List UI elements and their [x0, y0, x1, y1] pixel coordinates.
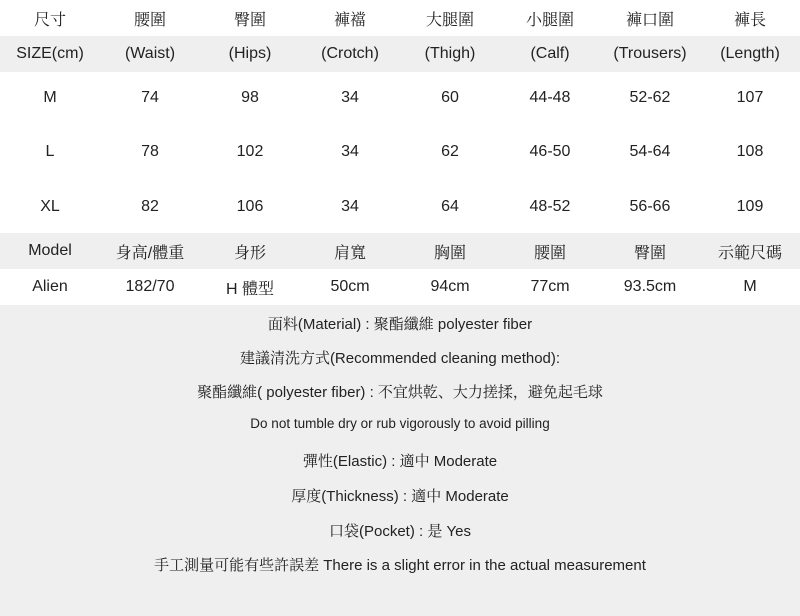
- size-header-cn-row: [0, 0, 800, 36]
- elastic-note: 彈性(Elastic) : 適中 Moderate: [302, 453, 498, 470]
- thigh-cell: 62: [441, 143, 459, 160]
- hips-cell: 98: [241, 89, 259, 106]
- waist-cell: 74: [141, 89, 159, 106]
- model-chest-cell: 94cm: [430, 278, 470, 295]
- length-cell: 109: [736, 197, 764, 215]
- model-header-height-weight: 身高/體重: [115, 244, 185, 262]
- material-note: 面料(Material) : 聚酯纖維 polyester fiber: [267, 316, 533, 333]
- header-cell-size-cn: 尺寸: [33, 11, 66, 29]
- thigh-cell: 64: [441, 197, 459, 215]
- hips-cell: 106: [236, 197, 264, 215]
- thickness-note: 厚度(Thickness) : 適中 Moderate: [291, 488, 509, 505]
- model-header-size: 示範尺碼: [717, 244, 782, 262]
- model-height-weight-cell: 182/70: [125, 278, 175, 295]
- header-cell-crotch-en: (Crotch): [321, 45, 379, 62]
- header-cell-thigh-cn: 大腿圍: [425, 11, 474, 29]
- header-cell-size-en: SIZE(cm): [16, 45, 84, 62]
- table-row: [0, 180, 800, 233]
- header-cell-crotch-cn: 褲襠: [333, 11, 366, 29]
- cleaning-note-cn: 聚酯纖維( polyester fiber) : 不宜烘乾、大力搓揉，避免起毛球: [197, 384, 603, 401]
- size-cell: L: [45, 143, 55, 160]
- table-row: [0, 72, 800, 124]
- waist-cell: 82: [141, 197, 159, 215]
- header-cell-hips-en: (Hips): [228, 45, 272, 62]
- header-cell-trousers-en: (Trousers): [613, 45, 687, 62]
- measurement-error-note: 手工測量可能有些許誤差 There is a slight error in the actual measurement: [154, 557, 646, 574]
- model-header-shoulder: 肩寬: [333, 244, 366, 262]
- model-name-cell: Alien: [32, 278, 68, 295]
- header-cell-waist-cn: 腰圍: [133, 11, 166, 29]
- length-cell: 107: [736, 89, 764, 106]
- crotch-cell: 34: [341, 143, 359, 160]
- model-header-row: [0, 233, 800, 269]
- header-cell-calf-cn: 小腿圍: [525, 11, 574, 29]
- trousers-cell: 54-64: [629, 143, 671, 160]
- calf-cell: 44-48: [529, 89, 571, 106]
- size-cell: XL: [40, 197, 60, 215]
- crotch-cell: 34: [341, 197, 359, 215]
- hips-cell: 102: [236, 143, 264, 160]
- waist-cell: 78: [141, 143, 159, 160]
- cleaning-title: 建議清洗方式(Recommended cleaning method):: [239, 350, 561, 367]
- header-cell-calf-en: (Calf): [530, 45, 570, 62]
- model-shoulder-cell: 50cm: [330, 278, 370, 295]
- header-cell-length-cn: 褲長: [733, 11, 766, 29]
- calf-cell: 48-52: [529, 197, 571, 215]
- header-cell-waist-en: (Waist): [124, 45, 176, 62]
- table-row: [0, 124, 800, 180]
- model-header-name: Model: [28, 242, 72, 259]
- header-cell-thigh-en: (Thigh): [424, 45, 476, 62]
- model-data-row: [0, 269, 800, 305]
- model-header-chest: 胸圍: [433, 244, 466, 262]
- length-cell: 108: [736, 143, 764, 160]
- pocket-note: 口袋(Pocket) : 是 Yes: [329, 523, 471, 540]
- model-body-type-cell: H 體型: [225, 280, 274, 298]
- model-header-waist: 腰圍: [533, 244, 566, 262]
- model-size-cell: M: [743, 278, 757, 295]
- model-header-hips: 臀圍: [633, 244, 666, 262]
- trousers-cell: 56-66: [629, 197, 671, 215]
- size-cell: M: [43, 89, 57, 106]
- trousers-cell: 52-62: [629, 89, 671, 106]
- header-cell-hips-cn: 臀圍: [233, 11, 266, 29]
- model-hips-cell: 93.5cm: [623, 278, 677, 295]
- model-waist-cell: 77cm: [530, 278, 570, 295]
- header-cell-trousers-cn: 褲口圍: [625, 11, 674, 29]
- product-notes: [0, 305, 800, 616]
- header-cell-length-en: (Length): [720, 45, 780, 62]
- thigh-cell: 60: [441, 89, 459, 106]
- crotch-cell: 34: [341, 89, 359, 106]
- calf-cell: 46-50: [529, 143, 571, 160]
- model-header-body-type: 身形: [233, 244, 266, 262]
- cleaning-note-en: Do not tumble dry or rub vigorously to avoid pilling: [250, 416, 550, 431]
- size-header-en-row: [0, 36, 800, 72]
